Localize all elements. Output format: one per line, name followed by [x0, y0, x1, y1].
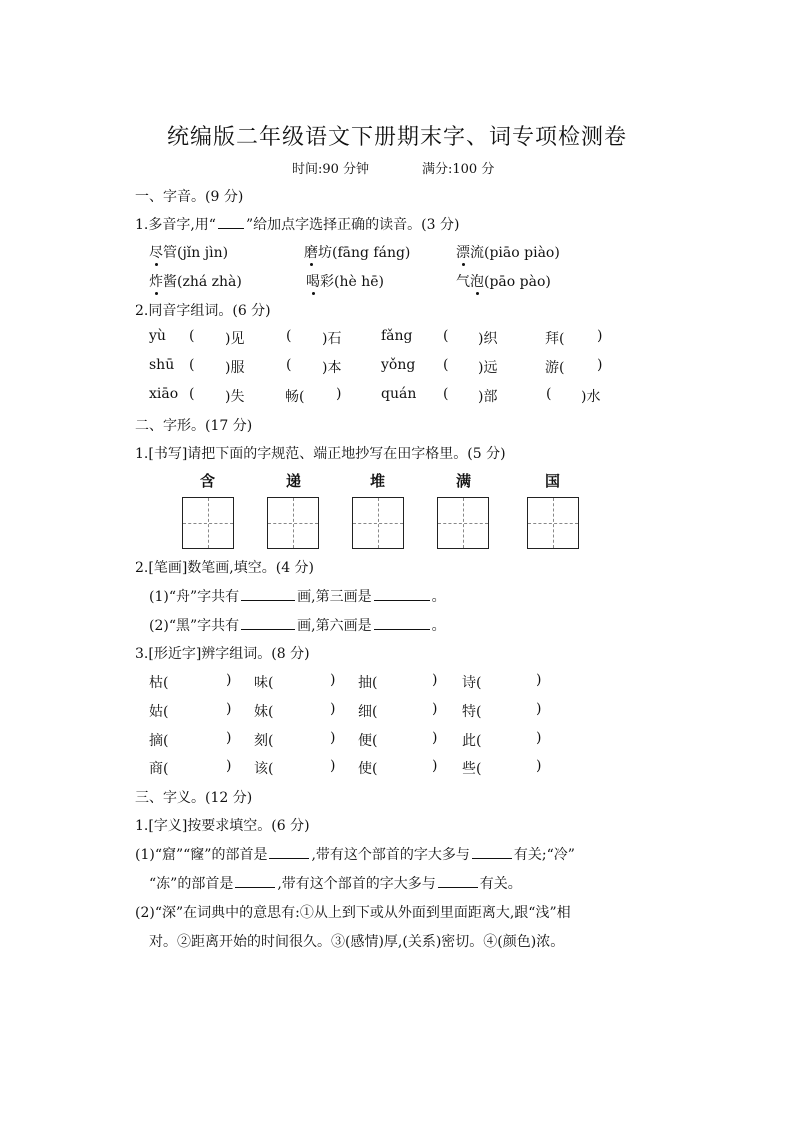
- copy-char-4: 满: [456, 472, 472, 490]
- close-paren: ): [432, 672, 438, 688]
- similar-char: 此(: [462, 733, 482, 749]
- s1-q1-prompt-b: ”给加点字选择正确的读音。(3 分): [245, 217, 460, 233]
- word: )远: [478, 360, 498, 376]
- similar-char: 刻(: [254, 733, 274, 749]
- section3-heading: 三、字义。(12 分): [135, 790, 253, 806]
- copy-char-1: 含: [200, 472, 216, 490]
- tianzige-box-3[interactable]: [352, 497, 404, 549]
- s2-q2-prompt: 2.[笔画]数笔画,填空。(4 分): [135, 560, 315, 576]
- paren: (: [189, 328, 195, 344]
- word: )本: [322, 360, 342, 376]
- similar-char: 使(: [358, 761, 378, 777]
- s3-p2-line1: (2)“深”在词典中的意思有:①从上到下或从外面到里面距离大,跟“浅”相: [135, 905, 571, 921]
- paren: (: [443, 328, 449, 344]
- answer-blank[interactable]: [241, 617, 295, 630]
- paren: ): [597, 328, 603, 344]
- stroke-line-2-a: (2)“黑”字共有: [149, 618, 240, 634]
- p1-line1-a: (1)“窟”“窿”的部首是: [135, 847, 268, 863]
- paren: (: [443, 386, 449, 402]
- answer-blank[interactable]: [374, 588, 430, 601]
- polyphone-item-3-post: 流(piāo piào): [470, 245, 560, 261]
- similar-char: 诗(: [462, 675, 482, 691]
- close-paren: ): [432, 730, 438, 746]
- s1-q2-prompt: 2.同音字组词。(6 分): [135, 303, 271, 319]
- word: )水: [581, 389, 601, 405]
- similar-char: 细(: [358, 704, 378, 720]
- stroke-line-2: [149, 615, 446, 635]
- s1-q1-prompt: [135, 214, 459, 234]
- polyphone-item-6-post: (pāo pào): [484, 274, 551, 290]
- close-paren: ): [226, 730, 232, 746]
- paren: (: [189, 357, 195, 373]
- pinyin: quán: [381, 386, 417, 402]
- p1-line2-b: ,带有这个部首的字大多与: [277, 876, 436, 892]
- pinyin: yù: [149, 328, 166, 344]
- polyphone-item-3: [456, 242, 560, 262]
- similar-char: 些(: [462, 761, 482, 777]
- polyphone-item-6-dot: 泡: [470, 271, 484, 291]
- close-paren: ): [226, 672, 232, 688]
- answer-blank[interactable]: [241, 588, 295, 601]
- section1-heading: 一、字音。(9 分): [135, 189, 244, 205]
- similar-char: 姑(: [149, 704, 169, 720]
- answer-blank[interactable]: [374, 617, 430, 630]
- word: )服: [225, 360, 245, 376]
- answer-blank[interactable]: [438, 875, 478, 888]
- similar-char: 抽(: [358, 675, 378, 691]
- close-paren: ): [536, 672, 542, 688]
- paren: (: [189, 386, 195, 402]
- p1-line2-a: “冻”的部首是: [149, 876, 234, 892]
- word: )石: [322, 331, 342, 347]
- s3-p1-line2: [149, 873, 522, 893]
- copy-char-5: 国: [545, 472, 561, 490]
- polyphone-item-1: [149, 242, 228, 262]
- polyphone-item-4: [149, 271, 242, 291]
- similar-char: 便(: [358, 733, 378, 749]
- close-paren: ): [536, 758, 542, 774]
- p1-line1-b: ,带有这个部首的字大多与: [311, 847, 470, 863]
- stroke-line-1-b: 画,第三画是: [297, 589, 372, 605]
- s3-p1-line1: [135, 844, 575, 864]
- close-paren: ): [432, 701, 438, 717]
- pinyin: yǒng: [381, 357, 416, 373]
- section2-heading: 二、字形。(17 分): [135, 418, 253, 434]
- stroke-line-2-b: 画,第六画是: [297, 618, 372, 634]
- paren: (: [443, 357, 449, 373]
- close-paren: ): [432, 758, 438, 774]
- exam-time: 时间:90 分钟: [292, 162, 370, 177]
- similar-char: 味(: [254, 675, 274, 691]
- close-paren: ): [330, 672, 336, 688]
- similar-char: 该(: [254, 761, 274, 777]
- polyphone-item-6: [456, 271, 551, 291]
- polyphone-item-4-post: 酱(zhá zhà): [163, 274, 242, 290]
- polyphone-item-1-post: 管(jǐn jìn): [163, 245, 229, 261]
- tianzige-box-5[interactable]: [527, 497, 579, 549]
- s2-q3-prompt: 3.[形近字]辨字组词。(8 分): [135, 646, 310, 662]
- polyphone-item-5: [306, 271, 384, 291]
- stroke-line-1-c: 。: [431, 589, 446, 605]
- word: )失: [225, 389, 245, 405]
- similar-char: 商(: [149, 761, 169, 777]
- answer-blank[interactable]: [472, 846, 512, 859]
- polyphone-item-2-pre: 磨: [304, 242, 318, 262]
- exam-score: 满分:100 分: [422, 162, 495, 177]
- similar-char: 特(: [462, 704, 482, 720]
- tianzige-box-1[interactable]: [182, 497, 234, 549]
- pinyin: fǎng: [381, 328, 413, 344]
- close-paren: ): [226, 701, 232, 717]
- word: )部: [478, 389, 498, 405]
- polyphone-item-6-pre: 气: [456, 274, 470, 290]
- polyphone-item-3-pre: 漂: [456, 242, 470, 262]
- similar-char: 枯(: [149, 675, 169, 691]
- stroke-line-1: [149, 586, 446, 606]
- word: 游(: [545, 360, 565, 376]
- p1-line2-c: 有关。: [479, 876, 522, 892]
- page-title: 统编版二年级语文下册期末字、词专项检测卷: [167, 125, 628, 150]
- close-paren: ): [536, 730, 542, 746]
- pinyin: shū: [149, 357, 175, 373]
- paren: (: [286, 357, 292, 373]
- p1-line1-c: 有关;“冷”: [513, 847, 575, 863]
- word: 拜(: [545, 331, 565, 347]
- s1-q1-prompt-a: 1.多音字,用“: [135, 217, 216, 233]
- similar-char: 妹(: [254, 704, 274, 720]
- stroke-line-1-a: (1)“舟”字共有: [149, 589, 240, 605]
- copy-char-2: 递: [286, 472, 302, 490]
- close-paren: ): [330, 730, 336, 746]
- close-paren: ): [330, 758, 336, 774]
- polyphone-item-5-dot: 喝: [306, 271, 320, 291]
- copy-char-3: 堆: [370, 472, 386, 490]
- polyphone-item-4-dot: 炸: [149, 271, 163, 291]
- paren: (: [546, 386, 552, 402]
- word: )见: [225, 331, 245, 347]
- word: )织: [478, 331, 498, 347]
- polyphone-item-2: [304, 242, 410, 262]
- close-paren: ): [536, 701, 542, 717]
- polyphone-item-5-post: 彩(hè hē): [320, 274, 384, 290]
- s2-q1-prompt: 1.[书写]请把下面的字规范、端正地抄写在田字格里。(5 分): [135, 446, 506, 462]
- answer-blank[interactable]: [269, 846, 309, 859]
- stroke-line-2-c: 。: [431, 618, 446, 634]
- polyphone-item-1-pre: 尽: [149, 242, 163, 262]
- paren: (: [286, 328, 292, 344]
- paren: ): [336, 386, 342, 402]
- s3-p2-line2: 对。②距离开始的时间很久。③(感情)厚,(关系)密切。④(颜色)浓。: [149, 934, 565, 950]
- polyphone-item-2-post: 坊(fāng fáng): [318, 245, 411, 261]
- pinyin: xiāo: [149, 386, 179, 402]
- similar-char: 摘(: [149, 733, 169, 749]
- close-paren: ): [330, 701, 336, 717]
- tianzige-box-2[interactable]: [267, 497, 319, 549]
- paren: ): [597, 357, 603, 373]
- tianzige-box-4[interactable]: [437, 497, 489, 549]
- word: 畅(: [285, 389, 305, 405]
- close-paren: ): [226, 758, 232, 774]
- answer-blank[interactable]: [235, 875, 275, 888]
- s3-q1-prompt: 1.[字义]按要求填空。(6 分): [135, 818, 310, 834]
- underline-sample: [218, 216, 244, 229]
